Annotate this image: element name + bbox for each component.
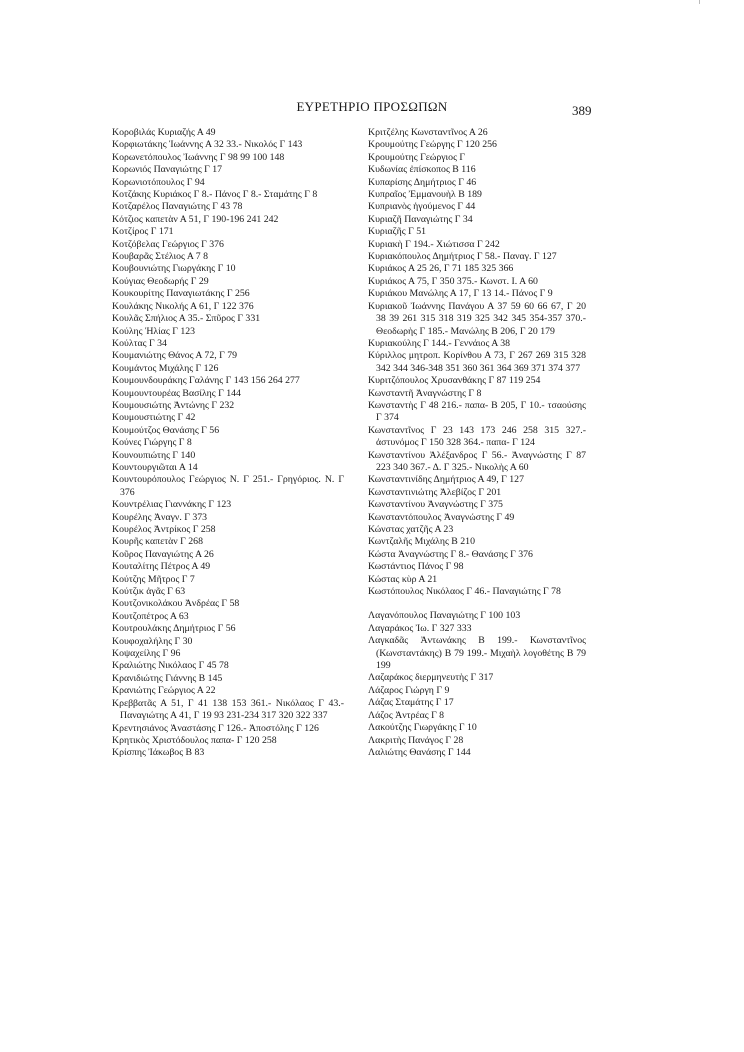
index-entry: Κούλτας Γ 34 bbox=[112, 337, 167, 349]
index-entry: Κυπριανὸς ἡγούμενος Γ 44 bbox=[368, 201, 476, 213]
index-entry: Κωνσταντίνου Ἀλέξανδρος Γ 56.- Ἀναγνώστης Γ 87 223 340 367.- Δ. Γ 325.- Νικολὴς Α 60 bbox=[368, 449, 586, 473]
index-entry: Κορωνιοτόπουλος Γ 94 bbox=[112, 176, 205, 188]
index-entry: Κουρέλος Ἀντρίκος Γ 258 bbox=[112, 524, 216, 535]
index-entry: Κοτζίρος Γ 171 bbox=[112, 226, 174, 238]
index-entry: Λαγανόπουλος Παναγιώτης Γ 100 103 bbox=[368, 610, 521, 622]
index-entry: Κοῦρος Παναγιώτης Α 26 bbox=[112, 548, 214, 560]
index-entry: Λαγαράκος Ἰω. Γ 327 333 bbox=[368, 622, 472, 634]
index-entry: Κουμουντουρέας Βασίλης Γ 144 bbox=[112, 387, 241, 399]
index-entry: Λαγκαδᾶς Ἀντωνάκης Β 199.- Κωνσταντῖνος (Κωνσταντάκης) Β 79 199.- Μιχαὴλ λογοθέτης Β 79 199 bbox=[368, 635, 586, 672]
index-entry: Κωνσταντόπουλος Ἀναγνώστης Γ 49 bbox=[368, 511, 515, 523]
index-column-right bbox=[368, 127, 586, 759]
index-entry: Κρεββατᾶς Α 51, Γ 41 138 153 361.- Νικόλαος Γ 43.- Παναγιώτης Α 41, Γ 19 93 231-234 317 320 322 337 bbox=[112, 697, 344, 722]
index-entry: Κρίσπης Ἰάκωβος Β 83 bbox=[112, 747, 205, 759]
index-entry: Κωνσταντινιώτης Ἀλεβίζος Γ 201 bbox=[368, 486, 502, 498]
page-number: 389 bbox=[572, 103, 592, 118]
index-entry: Κωνσταντίνου Ἀναγνώστης Γ 375 bbox=[368, 499, 503, 511]
index-entry: Κώνστας χατζῆς Α 23 bbox=[368, 524, 454, 535]
index-entry: Κώστα Ἀναγνώστης Γ 8.- Θανάσης Γ 376 bbox=[368, 548, 533, 560]
index-entry: Κουμάντος Μιχάλης Γ 126 bbox=[112, 362, 219, 374]
index-entry: Κωνσταντῆ Ἀναγνώστης Γ 8 bbox=[368, 387, 482, 399]
index-entry: Κούτζης Μῆτρος Γ 7 bbox=[112, 573, 195, 585]
index-entry: Κουτρουλάκης Δημήτριος Γ 56 bbox=[112, 623, 236, 635]
index-entry: Κουτζονικολάκου Ἀνδρέας Γ 58 bbox=[112, 598, 240, 610]
index-entry: Λακούτζης Γιωργάκης Γ 10 bbox=[368, 722, 477, 734]
index-entry: Κουλάκης Νικολής Α 61, Γ 122 376 bbox=[112, 300, 254, 312]
index-entry: Κουμανιώτης Θάνος Α 72, Γ 79 bbox=[112, 350, 238, 362]
index-entry: Κωνσταντινίδης Δημήτριος Α 49, Γ 127 bbox=[368, 474, 524, 486]
index-entry: Κοροβιλάς Κυριαζής Α 49 bbox=[112, 127, 216, 138]
index-entry: Κυριάκου Μανώλης Α 17, Γ 13 14.- Πάνος Γ 9 bbox=[368, 288, 553, 300]
index-entry: Κουντουργιῶται Α 14 bbox=[112, 461, 198, 473]
index-entry: Κουρέλης Ἀναγν. Γ 373 bbox=[112, 511, 208, 523]
index-entry: Κυριακοῦ Ἰωάννης Πανάγου Α 37 59 60 66 67, Γ 20 38 39 261 315 318 319 325 342 345 354-357 370.- Θεοδωρὴς Γ 185.- Μανώλης Β 206, Γ 20 179 bbox=[368, 300, 586, 337]
index-entry: Κουταλίτης Πέτρος Α 49 bbox=[112, 561, 211, 573]
index-entry: Κυπραῖος Ἐμμανουὴλ Β 189 bbox=[368, 189, 482, 201]
index-entry: Κρανιδιώτης Γιάννης Β 145 bbox=[112, 672, 223, 684]
index-entry: Κουμούτζος Θανάσης Γ 56 bbox=[112, 424, 220, 436]
index-entry: Κρητικὸς Χριστόδουλος παπα- Γ 120 258 bbox=[112, 734, 277, 746]
index-entry: Λαλιώτης Θανάσης Γ 144 bbox=[368, 746, 471, 758]
index-entry: Κυριακὴ Γ 194.- Χιώτισσα Γ 242 bbox=[368, 238, 500, 250]
index-entry: Κωνσταντὴς Γ 48 216.- παπα- Β 205, Γ 10.- τσαούσης Γ 374 bbox=[368, 399, 586, 424]
index-entry: Κοψαχείλης Γ 96 bbox=[112, 648, 181, 660]
index-entry: Κούνες Γιώργης Γ 8 bbox=[112, 437, 192, 449]
index-entry: Κυδωνίας ἐπίσκοπος Β 116 bbox=[368, 164, 476, 176]
index-entry: Κουντρέλιας Γιαννάκης Γ 123 bbox=[112, 499, 232, 511]
index-entry: Κουλᾶς Σπήλιος Α 35.- Σπῦρος Γ 331 bbox=[112, 313, 261, 325]
section-gap bbox=[368, 598, 586, 610]
index-entry: Κοτζαρέλος Παναγιώτης Γ 43 78 bbox=[112, 201, 243, 213]
index-entry: Κώστας κὺρ Α 21 bbox=[368, 573, 438, 585]
index-entry: Κρουμούτης Γεώργιος Γ bbox=[368, 151, 466, 163]
index-entry: Κουμουνδουράκης Γαλάνης Γ 143 156 264 277 bbox=[112, 375, 300, 387]
index-entry: Κουτζοπέτρος Α 63 bbox=[112, 610, 189, 622]
index-entry: Κωνσταντῖνος Γ 23 143 173 246 258 315 327.- ἀστυνόμος Γ 150 328 364.- παπα- Γ 124 bbox=[368, 424, 586, 449]
index-entry: Κρανιώτης Γεώργιος Α 22 bbox=[112, 685, 216, 697]
index-entry: Λάζαρος Γιώργη Γ 9 bbox=[368, 684, 450, 696]
index-entry: Κριτζέλης Κωνσταντῖνος Α 26 bbox=[368, 127, 488, 138]
index-entry: Κωστάντιος Πάνος Γ 98 bbox=[368, 561, 464, 573]
index-entry: Κυριακούλης Γ 144.- Γεννάιος Α 38 bbox=[368, 337, 511, 349]
index-entry: Κορφιωτάκης Ἰωάννης Α 32 33.- Νικολός Γ 143 bbox=[112, 139, 303, 151]
index-entry: Κουφοχαλήλης Γ 30 bbox=[112, 635, 193, 647]
index-entry: Λάζας Σταμάτης Γ 17 bbox=[368, 697, 454, 709]
index-entry: Κουμουσιώτης Ἀντώνης Γ 232 bbox=[112, 399, 235, 411]
index-entry: Κραλιώτης Νικόλαος Γ 45 78 bbox=[112, 660, 229, 672]
index-entry: Κούτζικ ἀγᾶς Γ 63 bbox=[112, 586, 186, 598]
index-entry: Κούλης Ἠλίας Γ 123 bbox=[112, 325, 196, 337]
index-entry: Κυριάκος Α 75, Γ 350 375.- Κωνστ. Ι. Α 60 bbox=[368, 275, 538, 287]
index-entry: Λαζαράκος διερμηνευτὴς Γ 317 bbox=[368, 672, 494, 684]
index-entry: Κρουμούτης Γεώργης Γ 120 256 bbox=[368, 139, 497, 151]
index-entry: Λάζος Ἀντρέας Γ 8 bbox=[368, 709, 445, 721]
index-entry: Κουνουπιώτης Γ 140 bbox=[112, 449, 196, 461]
index-entry: Κρεντησιάνος Ἀναστάσης Γ 126.- Ἀποστόλης Γ 126 bbox=[112, 722, 319, 734]
index-entry: Κύριλλος μητροπ. Κορίνθου Α 73, Γ 267 269 315 328 342 344 346-348 351 360 361 364 369 371 374 377 bbox=[368, 350, 586, 374]
index-entry: Κούγιας Θεοδωρής Γ 29 bbox=[112, 275, 209, 287]
index-column-left bbox=[112, 127, 344, 760]
index-entry: Λακριτὴς Πανάγος Γ 28 bbox=[368, 734, 464, 746]
index-entry: Κουντουρόπουλος Γεώργιος Ν. Γ 251.- Γρηγόριος. Ν. Γ 376 bbox=[112, 474, 344, 498]
page-title: ΕΥΡΕΤΗΡΙΟ ΠΡΟΣΩΠΩΝ bbox=[296, 99, 448, 114]
index-entry: Κοτζόβελας Γεώργιος Γ 376 bbox=[112, 238, 224, 250]
index-entry: Κυπαρίσης Δημήτριος Γ 46 bbox=[368, 176, 477, 188]
index-entry: Κωντζαλῆς Μιχάλης Β 210 bbox=[368, 536, 475, 548]
index-entry: Κουβουνιώτης Γιωργάκης Γ 10 bbox=[112, 263, 236, 275]
index-entry: Κωστόπουλος Νικόλαος Γ 46.- Παναγιώτης Γ 78 bbox=[368, 586, 561, 598]
index-entry: Κοτζάκης Κυριάκος Γ 8.- Πάνος Γ 8.- Σταμάτης Γ 8 bbox=[112, 189, 318, 201]
index-entry: Κουκουρίτης Παναγιωτάκης Γ 256 bbox=[112, 288, 250, 300]
scan-mark bbox=[699, 0, 700, 4]
index-entry: Κουρῆς καπετὰν Γ 268 bbox=[112, 536, 203, 548]
index-entry: Κυριαζῆ Παναγιώτης Γ 34 bbox=[368, 213, 473, 225]
index-entry: Κότζιος καπετὰν Α 51, Γ 190-196 241 242 bbox=[112, 213, 279, 225]
index-entry: Κυριαζῆς Γ 51 bbox=[368, 226, 427, 238]
index-entry: Κυριακόπουλος Δημήτριος Γ 58.- Παναγ. Γ 127 bbox=[368, 251, 557, 263]
index-entry: Κουβαρᾶς Στέλιος Α 7 8 bbox=[112, 251, 209, 263]
index-entry: Κυριτζόπουλος Χρυσανθάκης Γ 87 119 254 bbox=[368, 375, 541, 387]
index-entry: Κορωνιός Παναγιώτης Γ 17 bbox=[112, 164, 223, 176]
index-entry: Κυριάκος Α 25 26, Γ 71 185 325 366 bbox=[368, 263, 514, 275]
index-entry: Κορωνετόπουλος Ἰωάννης Γ 98 99 100 148 bbox=[112, 151, 285, 163]
index-entry: Κουμουστιώτης Γ 42 bbox=[112, 412, 196, 424]
